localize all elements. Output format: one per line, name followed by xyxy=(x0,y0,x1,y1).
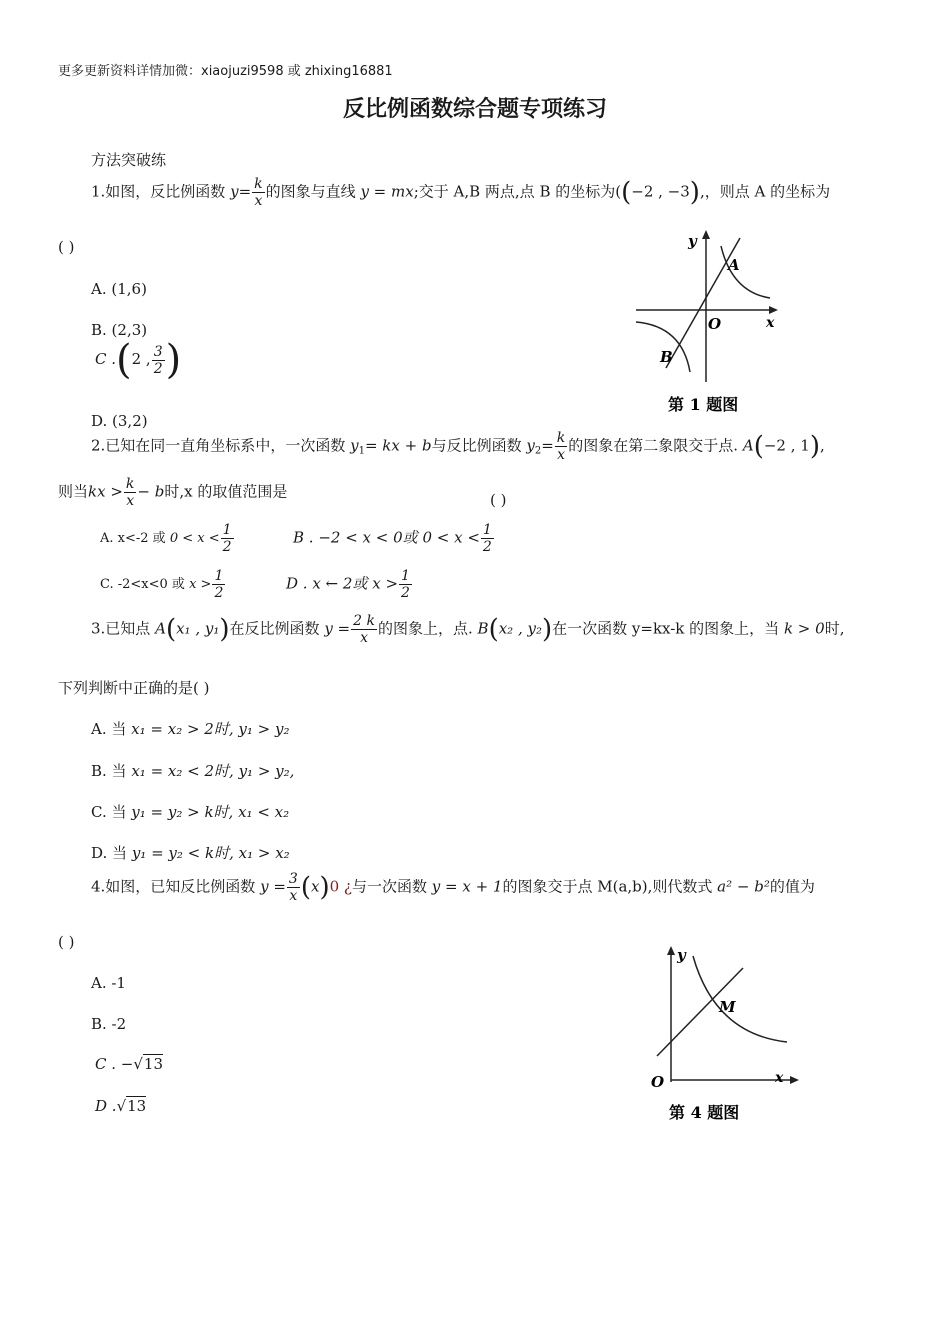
q2-option-c: C. -2<x<0 或 x > $\frac{1}{2}$ xyxy=(100,568,224,601)
q1-fig-point-a: A xyxy=(728,256,740,274)
q1-blank: ( ) xyxy=(58,238,75,256)
q4-fig-origin-label: O xyxy=(651,1073,665,1091)
q4-figure xyxy=(645,942,805,1127)
q3-option-a: A. 当 x₁ = x₂ > 2时, y₁ > y₂ xyxy=(91,720,290,738)
question-3-stem: 3.已知点 A(x₁ , y₁)在反比例函数 y = $\frac{2 k}{x}$ 的图象上，点. B(x₂ , y₂)在一次函数 y=kx-k 的图象上，当 k > 0时, xyxy=(91,613,845,646)
q1-line-eq: y = mx xyxy=(360,182,414,201)
q1-eq-y: y xyxy=(230,182,239,201)
q3-option-c: C. 当 y₁ = y₂ > k时, x₁ < x₂ xyxy=(91,803,290,821)
q2-condition: 则当kx > $\frac{k}{x}$ − b时,x 的取值范围是 xyxy=(58,476,288,509)
q4-fig-x-label: x xyxy=(775,1070,784,1086)
page-title: 反比例函数综合题专项练习 xyxy=(342,97,607,122)
q2-blank: ( ) xyxy=(490,491,507,509)
q1-text-a: 1.如图，反比例函数 xyxy=(91,182,226,201)
question-4-stem: 4.如图，已知反比例函数 y = $\frac{3}{x}$ (x)0 ¿与一次函数 y = x + 1的图象交于点 M(a,b),则代数式 a² − b²的值为 xyxy=(91,871,815,904)
q1-fig-x-label: x xyxy=(766,315,775,331)
q1-coord: −2 , −3 xyxy=(631,182,690,201)
q1-fraction: $\frac{k}{x}$ xyxy=(254,176,263,209)
q3-option-d: D. 当 y₁ = y₂ < k时, x₁ > x₂ xyxy=(91,844,290,862)
q1-option-a: A. (1,6) xyxy=(91,280,147,298)
page-header-note: 更多更新资料详情加微：xiaojuzi9598 或 zhixing16881 xyxy=(58,64,393,79)
q1-fig-caption: 第 1 题图 xyxy=(668,395,739,414)
q1-option-d: D. (3,2) xyxy=(91,412,148,430)
q1-option-c: C .(2 , $\frac{3}{2}$ ) xyxy=(95,337,182,383)
q4-blank: ( ) xyxy=(58,933,75,951)
question-1-stem: 1.如图，反比例函数 y= $\frac{k}{x}$ 的图象与直线 y = mx;交于 A,B 两点,点 B 的坐标为((−2 , −3),，则点 A 的坐标为 xyxy=(91,176,831,209)
q2-option-a: A. x<-2 或 0 < x < $\frac{1}{2}$ xyxy=(100,522,232,555)
q4-option-c: C . −√13 xyxy=(95,1055,164,1073)
q4-fig-caption: 第 4 题图 xyxy=(669,1103,740,1122)
q4-option-d: D .√13 xyxy=(95,1097,147,1115)
q1-eq-sign: = xyxy=(238,182,252,201)
section-heading: 方法突破练 xyxy=(91,151,167,169)
q1-text-d: ,，则点 A 的坐标为 xyxy=(699,182,831,201)
q1-figure xyxy=(628,226,778,421)
q4-fig-y-label: y xyxy=(677,946,686,964)
question-2-stem: 2.已知在同一直角坐标系中，一次函数 $y_1=$ kx + b与反比例函数 $y_2=$ $\frac{k}{x}$ 的图象在第二象限交于点. A(−2 , 1), xyxy=(91,430,825,463)
q1-text-b: 的图象与直线 xyxy=(265,182,356,201)
q4-option-b: B. -2 xyxy=(91,1015,127,1033)
q1-text-c: ;交于 A,B 两点,点 B 的坐标为( xyxy=(413,182,622,201)
q3-prompt: 下列判断中正确的是( ) xyxy=(58,679,210,697)
q1-fig-point-b: B xyxy=(660,348,673,366)
q4-fig-point-m: M xyxy=(719,998,736,1016)
q2-option-b: B . −2 < x < 0或 0 < x < $\frac{1}{2}$ xyxy=(293,522,492,555)
q1-fig-y-label: y xyxy=(688,232,697,250)
q2-option-d: D . x ← 2或 x > $\frac{1}{2}$ xyxy=(286,568,410,601)
q1-fig-origin-label: O xyxy=(708,315,722,333)
q4-option-a: A. -1 xyxy=(91,974,126,992)
q3-option-b: B. 当 x₁ = x₂ < 2时, y₁ > y₂, xyxy=(91,762,295,780)
q1-option-b: B. (2,3) xyxy=(91,321,148,339)
